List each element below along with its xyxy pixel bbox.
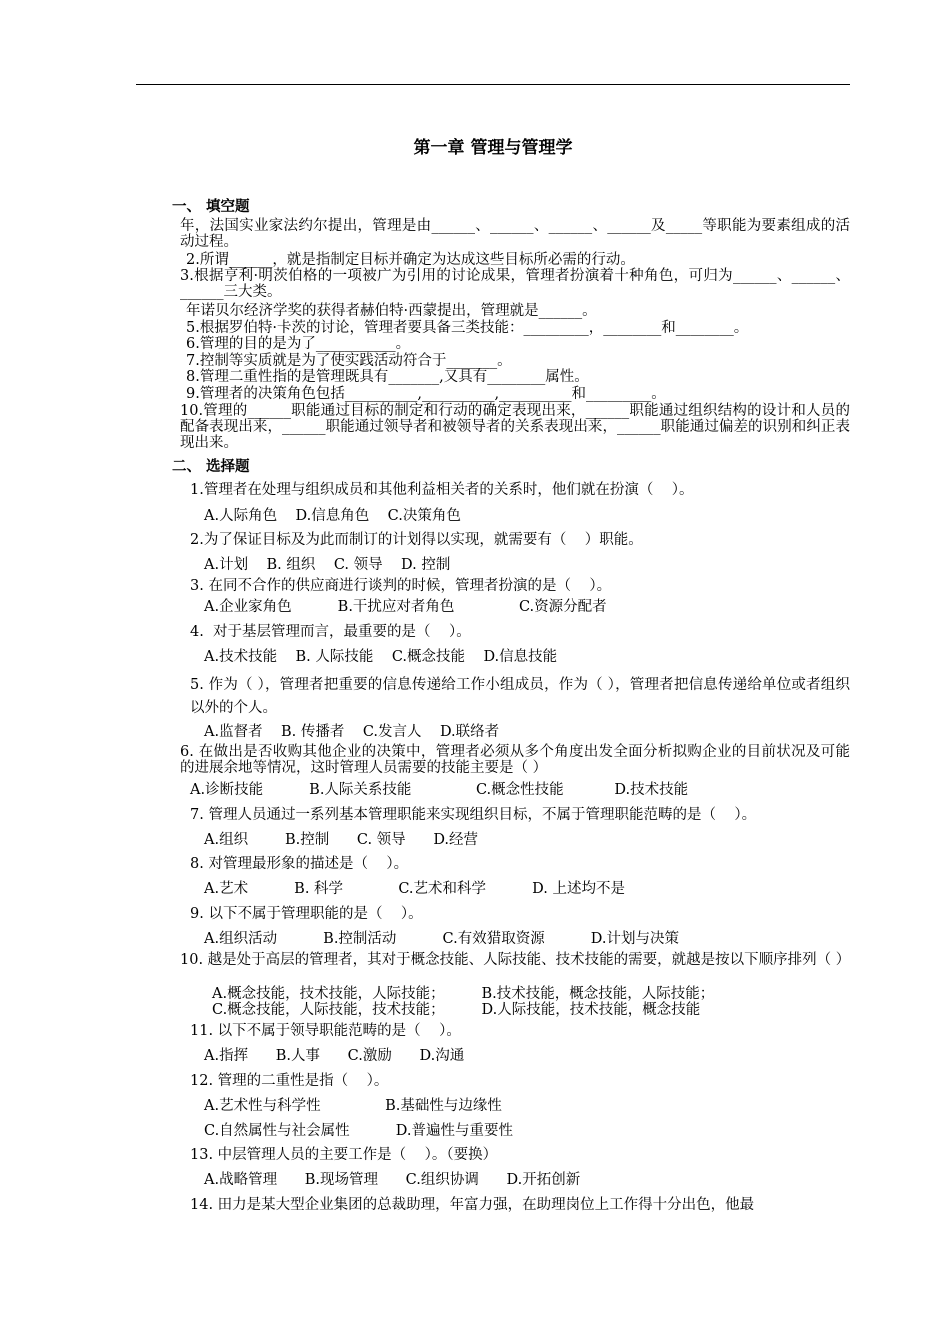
section-heading-choice: 二、 选择题 <box>172 459 250 475</box>
question-10-options-b: C.概念技能，人际技能，技术技能； D.人际技能，技术技能，概念技能 <box>212 1002 701 1018</box>
chapter-title: 第一章 管理与管理学 <box>413 138 573 158</box>
question-4: 4. 对于基层管理而言，最重要的是（ ）。 <box>190 624 471 640</box>
question-9: 9. 以下不属于管理职能的是（ ）。 <box>190 906 423 922</box>
question-2-options: A.计划 B. 组织 C. 领导 D. 控制 <box>204 557 451 573</box>
question-3: 3. 在同不合作的供应商进行谈判的时候，管理者扮演的是（ ）。 <box>190 578 612 594</box>
question-14: 14. 田力是某大型企业集团的总裁助理，年富力强，在助理岗位上工作得十分出色，他最 <box>190 1197 755 1213</box>
question-9-options: A.组织活动 B.控制活动 C.有效猎取资源 D.计划与决策 <box>204 931 680 947</box>
header-rule <box>136 84 850 85</box>
question-12: 12. 管理的二重性是指（ ）。 <box>190 1073 389 1089</box>
question-7-options: A.组织 B.控制 C. 领导 D.经营 <box>204 832 479 848</box>
question-12-options-b: C.自然属性与社会属性 D.普遍性与重要性 <box>204 1123 513 1139</box>
question-8: 8. 对管理最形象的描述是（ ）。 <box>190 856 409 872</box>
question-10: 10. 越是处于高层的管理者，其对于概念技能、人际技能、技术技能的需要，就越是按以下顺序排列（ ） <box>180 952 851 968</box>
question-6: 6. 在做出是否收购其他企业的决策中，管理者必须从多个角度出发全面分析拟购企业的目前状况及可能的进展余地等情况，这时管理人员需要的技能主要是（ ） <box>180 744 850 776</box>
question-13-options: A.战略管理 B.现场管理 C.组织协调 D.开拓创新 <box>204 1172 581 1188</box>
fill-item-8: 8.管理二重性指的是管理既具有_______,又具有________属性。 <box>186 369 589 385</box>
question-10-options-a: A.概念技能，技术技能，人际技能； B.技术技能，概念技能，人际技能； <box>212 986 715 1002</box>
question-5-options: A.监督者 B. 传播者 C.发言人 D.联络者 <box>204 724 500 740</box>
fill-item-4: 年诺贝尔经济学奖的获得者赫伯特·西蒙提出，管理就是______。 <box>186 303 597 319</box>
question-1-options: A.人际角色 D.信息角色 C.决策角色 <box>204 508 461 524</box>
fill-item-1: 年，法国实业家法约尔提出，管理是由______、______、______、______及_____等职能为要素组成的活动过程。 <box>180 218 850 250</box>
fill-item-9: 9.管理者的决策角色包括__________,__________,__________和_________。 <box>186 386 666 402</box>
fill-item-3: 3.根据亨利·明茨伯格的一项被广为引用的讨论成果，管理者扮演着十种角色，可归为______、______、______三大类。 <box>180 268 850 300</box>
section-heading-fill: 一、 填空题 <box>172 199 250 215</box>
question-2: 2.为了保证目标及为此而制订的计划得以实现，就需要有（ ）职能。 <box>190 532 643 548</box>
question-7: 7. 管理人员通过一系列基本管理职能来实现组织目标，不属于管理职能范畴的是（ ）。 <box>190 807 757 823</box>
question-12-options-a: A.艺术性与科学性 B.基础性与边缘性 <box>204 1098 502 1114</box>
question-11: 11. 以下不属于领导职能范畴的是（ ）。 <box>190 1023 461 1039</box>
question-4-options: A.技术技能 B. 人际技能 C.概念技能 D.信息技能 <box>204 649 558 665</box>
fill-item-5: 5.根据罗伯特·卡茨的讨论，管理者要具备三类技能：_________，________和________。 <box>186 320 749 336</box>
question-1: 1.管理者在处理与组织成员和其他利益相关者的关系时，他们就在扮演（ ）。 <box>190 482 694 498</box>
question-3-options: A.企业家角色 B.干扰应对者角色 C.资源分配者 <box>204 599 607 615</box>
question-11-options: A.指挥 B.人事 C.激励 D.沟通 <box>204 1048 465 1064</box>
question-6-options: A.诊断技能 B.人际关系技能 C.概念性技能 D.技术技能 <box>190 782 689 798</box>
question-13: 13. 中层管理人员的主要工作是（ ）。（要换） <box>190 1147 498 1163</box>
fill-item-10: 10.管理的______职能通过目标的制定和行动的确定表现出来，______职能通过组织结构的设计和人员的配备表现出来，______职能通过领导者和被领导者的关系表现出来，______职能通过偏差的识别和纠正表现出来。 <box>180 403 850 451</box>
fill-item-6: 6.管理的目的是为了___________。 <box>186 336 411 352</box>
fill-item-2: 2.所谓______，就是指制定目标并确定为达成这些目标所必需的行动。 <box>186 252 635 268</box>
fill-item-7: 7.控制等实质就是为了使实践活动符合于_______。 <box>186 353 512 369</box>
question-8-options: A.艺术 B. 科学 C.艺术和科学 D. 上述均不是 <box>204 881 625 897</box>
question-5: 5. 作为（ ），管理者把重要的信息传递给工作小组成员，作为（ ），管理者把信息传递给单位或者组织以外的个人。 <box>190 677 850 716</box>
